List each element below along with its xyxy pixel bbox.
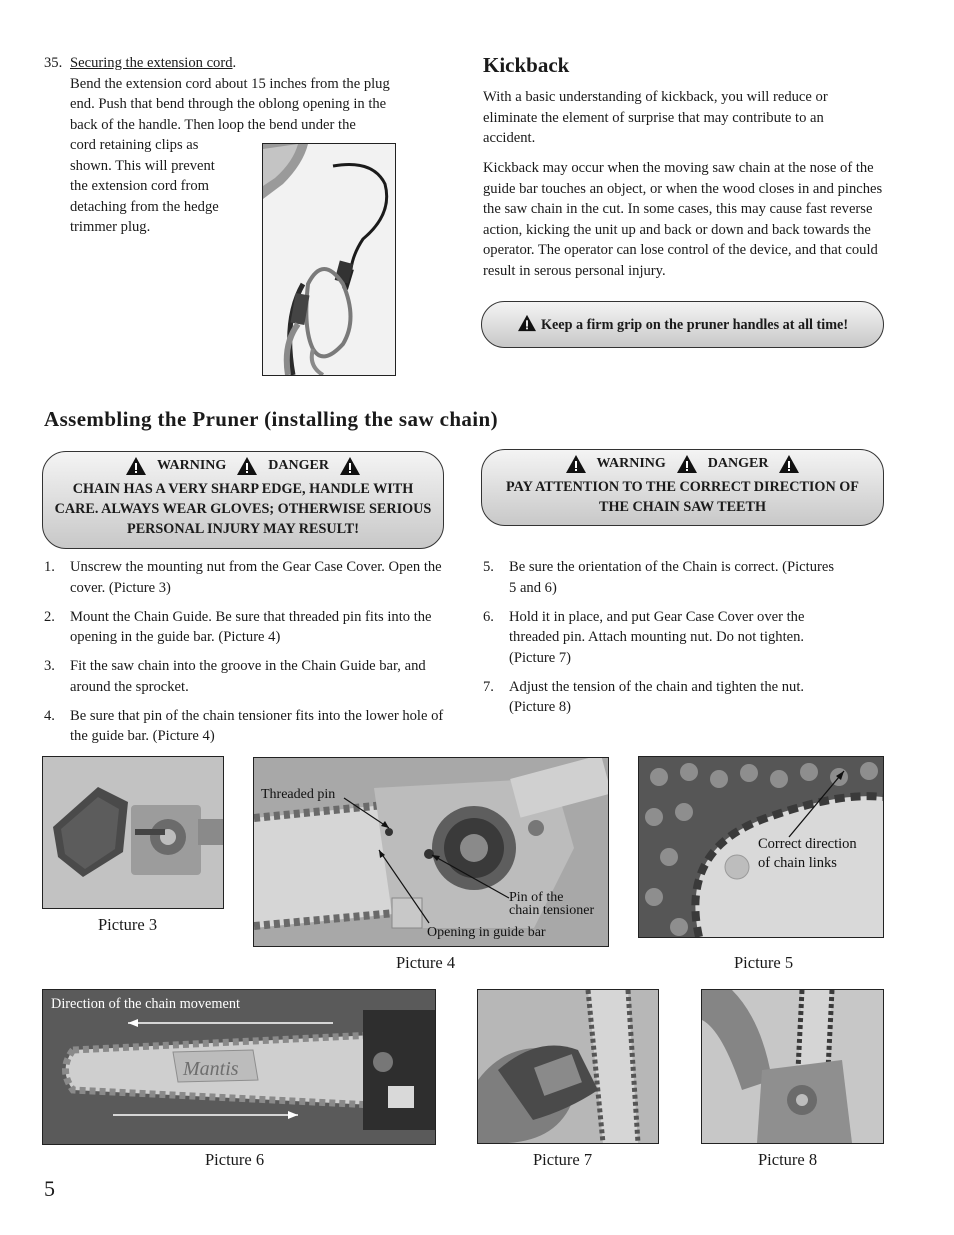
warning-triangle-icon — [778, 454, 800, 474]
picture-5-caption: Picture 5 — [734, 953, 794, 972]
steps-left — [44, 557, 444, 747]
warning-word: WARNING — [596, 456, 666, 471]
picture-7-photo — [477, 989, 659, 1144]
danger-word: DANGER — [268, 458, 329, 473]
step-35-line: shown. This will prevent — [70, 157, 215, 174]
step-35-line: end. Push that bend through the oblong opening in the — [70, 96, 387, 112]
kickback-paragraph-2: Kickback may occur when the moving saw chain at the nose of the guide bar touches an object, or when the wood closes in and pinches the saw chain in the cut. In some cases, this may cause fast reverse action, kicking the unit up and back or down and back towards the operator. The operator can lose control of the device, and that could result in serous personal injury. — [483, 160, 883, 279]
warning-triangle-icon — [125, 456, 147, 476]
warning-triangle-icon — [236, 456, 258, 476]
step-35-line: back of the handle. Then loop the bend under the — [70, 116, 356, 133]
warning-triangle-icon — [339, 456, 361, 476]
chain-movement-callout: Direction of the chain movement — [51, 996, 240, 1012]
extension-cord-photo — [262, 143, 396, 376]
section-heading: Assembling the Pruner (installing the saw chain) — [44, 407, 499, 431]
chain-direction-warning-text: PAY ATTENTION TO THE CORRECT DIRECTION OF THE CHAIN SAW TEETH — [506, 479, 859, 515]
kickback-warning-text: Keep a firm grip on the pruner handles at all time! — [540, 317, 849, 333]
step-35-line: trimmer plug. — [70, 219, 151, 235]
step-35-number: 35. — [44, 55, 63, 71]
picture-6-caption: Picture 6 — [205, 1150, 265, 1169]
opening-guide-bar-callout: Opening in guide bar — [427, 925, 546, 940]
step-35-line: the extension cord from — [70, 178, 210, 194]
list-item: 6. Hold it in place, and put Gear Case Cover over the threaded pin. Attach mounting nut. Do not tighten. (Picture 7) — [483, 608, 805, 666]
step-35-line: Bend the extension cord about 15 inches from the plug — [70, 75, 390, 92]
chain-sharp-warning-banner — [42, 451, 444, 549]
step-35: 35. Securing the extension cord. Bend the extension cord about 15 inches from the plug end. Push that bend through the oblong opening in the back of the handle. Then loop the bend under the cord retaining clips as shown. This will prevent the extension cord from detaching from the hedge trimmer plug. — [44, 53, 434, 238]
list-item: 2. Mount the Chain Guide. Be sure that threaded pin fits into the opening in the guide bar. (Picture 4) — [44, 608, 432, 645]
list-item: 5. Be sure the orientation of the Chain is correct. (Pictures 5 and 6) — [483, 559, 835, 596]
kickback-paragraph-1: With a basic understanding of kickback, you will reduce or eliminate the element of surprise that may contribute to an accident. — [483, 89, 828, 146]
list-item: 1. Unscrew the mounting nut from the Gear Case Cover. Open the cover. (Picture 3) — [44, 559, 442, 596]
danger-word: DANGER — [707, 456, 769, 471]
list-item: 3. Fit the saw chain into the groove in the Chain Guide bar, and around the sprocket. — [44, 658, 426, 695]
step-35-title: Securing the extension cord — [70, 55, 233, 71]
picture-8-photo — [701, 989, 884, 1144]
kickback-warning-banner — [481, 301, 884, 348]
picture-3-photo — [42, 756, 224, 909]
warning-word: WARNING — [157, 458, 227, 473]
list-item: 7. Adjust the tension of the chain and tighten the nut. (Picture 8) — [483, 678, 805, 715]
correct-direction-callout: Correct direction of chain links — [758, 836, 857, 871]
picture-8-caption: Picture 8 — [758, 1150, 818, 1169]
chain-direction-warning-banner — [481, 449, 884, 526]
picture-3-caption: Picture 3 — [98, 915, 158, 934]
chain-sharp-warning-text: CHAIN HAS A VERY SHARP EDGE, HANDLE WITH CARE. ALWAYS WEAR GLOVES; OTHERWISE SERIOUS PERSONAL INJURY MAY RESULT! — [54, 481, 432, 537]
warning-triangle-icon — [517, 314, 537, 332]
warning-triangle-icon — [565, 454, 587, 474]
step-35-line: cord retaining clips as — [70, 137, 199, 153]
kickback-heading: Kickback — [483, 53, 570, 77]
list-item: 4. Be sure that pin of the chain tensioner fits into the lower hole of the guide bar. (Picture 4) — [44, 707, 444, 744]
warning-triangle-icon — [676, 454, 698, 474]
step-35-line: detaching from the hedge — [70, 198, 219, 215]
threaded-pin-callout: Threaded pin — [261, 787, 336, 802]
steps-right — [483, 557, 843, 718]
picture-7-caption: Picture 7 — [533, 1150, 593, 1169]
bar-logo: Mantis — [183, 1058, 239, 1080]
picture-6-photo — [42, 989, 436, 1145]
page-number: 5 — [44, 1176, 55, 1201]
pin-tensioner-callout: Pin of the chain tensioner — [509, 890, 595, 918]
picture-4-caption: Picture 4 — [396, 953, 456, 972]
